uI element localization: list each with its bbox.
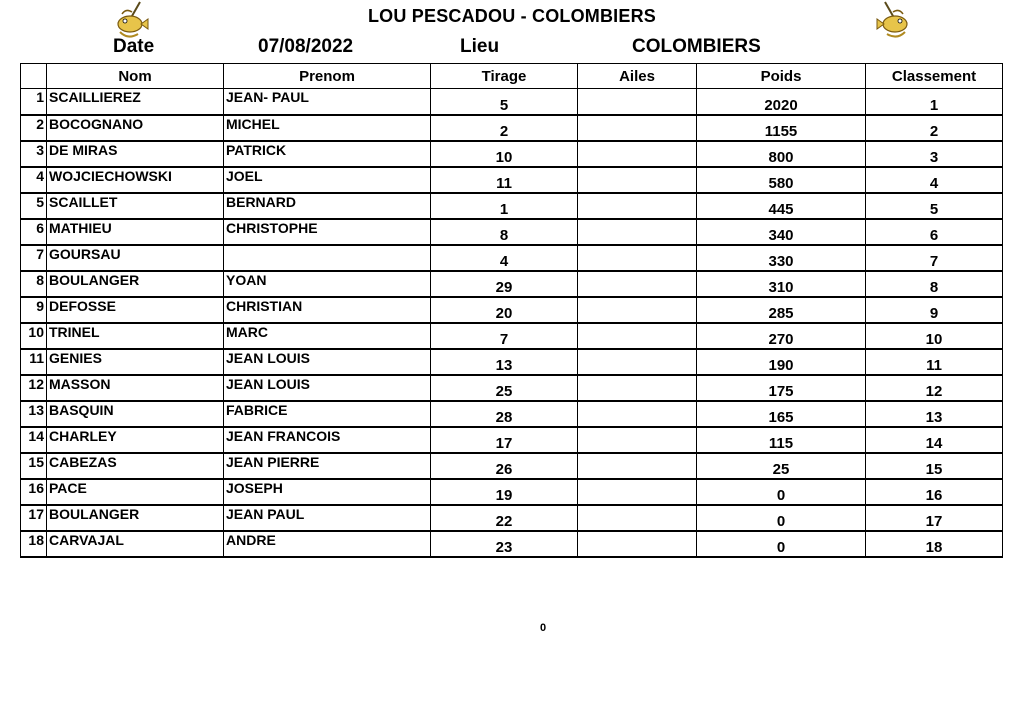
table-row <box>21 427 1003 453</box>
cell-poids: 270 <box>697 323 866 349</box>
cell-num: 12 <box>21 375 47 401</box>
cell-classement: 5 <box>866 193 1003 219</box>
cell-num: 14 <box>21 427 47 453</box>
table-row <box>21 375 1003 401</box>
cell-classement: 16 <box>866 479 1003 505</box>
cell-classement: 11 <box>866 349 1003 375</box>
cell-num: 6 <box>21 219 47 245</box>
cell-classement: 12 <box>866 375 1003 401</box>
cell-tirage: 29 <box>431 271 578 297</box>
cell-tirage: 19 <box>431 479 578 505</box>
date-label: Date <box>113 36 155 57</box>
table-row <box>21 323 1003 349</box>
cell-prenom: MICHEL <box>224 115 431 141</box>
cell-nom: DEFOSSE <box>47 297 224 323</box>
cell-poids: 340 <box>697 219 866 245</box>
cell-poids: 285 <box>697 297 866 323</box>
cell-classement: 2 <box>866 115 1003 141</box>
cell-nom: BASQUIN <box>47 401 224 427</box>
table-row <box>21 453 1003 479</box>
table-row <box>21 349 1003 375</box>
cell-prenom: PATRICK <box>224 141 431 167</box>
cell-ailes <box>578 323 697 349</box>
cell-nom: SCAILLET <box>47 193 224 219</box>
cell-num: 18 <box>21 531 47 557</box>
cell-prenom: JEAN FRANCOIS <box>224 427 431 453</box>
cell-ailes <box>578 453 697 479</box>
cell-prenom: MARC <box>224 323 431 349</box>
cell-classement: 14 <box>866 427 1003 453</box>
cell-nom: MATHIEU <box>47 219 224 245</box>
cell-ailes <box>578 349 697 375</box>
cell-nom: BOCOGNANO <box>47 115 224 141</box>
cell-prenom: JEAN- PAUL <box>224 89 431 115</box>
table-row <box>21 245 1003 271</box>
column-header-index <box>21 64 47 89</box>
cell-ailes <box>578 245 697 271</box>
cell-prenom: JEAN LOUIS <box>224 349 431 375</box>
cell-tirage: 20 <box>431 297 578 323</box>
cell-tirage: 11 <box>431 167 578 193</box>
cell-nom: MASSON <box>47 375 224 401</box>
cell-poids: 25 <box>697 453 866 479</box>
cell-num: 3 <box>21 141 47 167</box>
cell-prenom: YOAN <box>224 271 431 297</box>
cell-num: 10 <box>21 323 47 349</box>
cell-classement: 6 <box>866 219 1003 245</box>
cell-tirage: 26 <box>431 453 578 479</box>
cell-poids: 330 <box>697 245 866 271</box>
cell-prenom: CHRISTIAN <box>224 297 431 323</box>
cell-nom: CHARLEY <box>47 427 224 453</box>
cell-ailes <box>578 193 697 219</box>
cell-poids: 190 <box>697 349 866 375</box>
cell-num: 15 <box>21 453 47 479</box>
cell-num: 8 <box>21 271 47 297</box>
cell-tirage: 7 <box>431 323 578 349</box>
lieu-value: COLOMBIERS <box>632 36 761 57</box>
cell-tirage: 13 <box>431 349 578 375</box>
cell-classement: 13 <box>866 401 1003 427</box>
cell-nom: GOURSAU <box>47 245 224 271</box>
cell-nom: SCAILLIEREZ <box>47 89 224 115</box>
cell-tirage: 10 <box>431 141 578 167</box>
table-row <box>21 297 1003 323</box>
cell-poids: 580 <box>697 167 866 193</box>
cell-classement: 8 <box>866 271 1003 297</box>
cell-poids: 115 <box>697 427 866 453</box>
cell-ailes <box>578 479 697 505</box>
cell-num: 4 <box>21 167 47 193</box>
cell-poids: 310 <box>697 271 866 297</box>
cell-ailes <box>578 115 697 141</box>
table-header-row <box>21 64 1003 89</box>
cell-tirage: 1 <box>431 193 578 219</box>
cell-poids: 0 <box>697 505 866 531</box>
cell-poids: 445 <box>697 193 866 219</box>
table-row <box>21 479 1003 505</box>
table-row <box>21 401 1003 427</box>
cell-classement: 4 <box>866 167 1003 193</box>
table-row <box>21 505 1003 531</box>
column-header-poids: Poids <box>697 64 866 89</box>
cell-classement: 3 <box>866 141 1003 167</box>
cell-nom: PACE <box>47 479 224 505</box>
cell-prenom: JEAN PIERRE <box>224 453 431 479</box>
table-row <box>21 141 1003 167</box>
cell-classement: 1 <box>866 89 1003 115</box>
cell-num: 5 <box>21 193 47 219</box>
date-value: 07/08/2022 <box>258 36 354 57</box>
cell-tirage: 5 <box>431 89 578 115</box>
cell-nom: GENIES <box>47 349 224 375</box>
cell-prenom: FABRICE <box>224 401 431 427</box>
cell-nom: BOULANGER <box>47 271 224 297</box>
cell-nom: DE MIRAS <box>47 141 224 167</box>
column-header-prenom: Prenom <box>224 64 431 89</box>
cell-ailes <box>578 141 697 167</box>
page-footer-value: 0 <box>540 622 547 634</box>
cell-tirage: 8 <box>431 219 578 245</box>
cell-nom: BOULANGER <box>47 505 224 531</box>
cell-num: 16 <box>21 479 47 505</box>
cell-prenom: JEAN LOUIS <box>224 375 431 401</box>
table-row <box>21 89 1003 115</box>
table-row <box>21 219 1003 245</box>
cell-nom: CARVAJAL <box>47 531 224 557</box>
cell-tirage: 22 <box>431 505 578 531</box>
cell-ailes <box>578 401 697 427</box>
cell-prenom <box>224 245 431 271</box>
column-header-classement: Classement <box>866 64 1003 89</box>
cell-num: 2 <box>21 115 47 141</box>
cell-tirage: 2 <box>431 115 578 141</box>
cell-ailes <box>578 219 697 245</box>
cell-ailes <box>578 89 697 115</box>
cell-ailes <box>578 427 697 453</box>
cell-ailes <box>578 297 697 323</box>
cell-ailes <box>578 167 697 193</box>
results-table <box>20 63 1003 558</box>
cell-tirage: 25 <box>431 375 578 401</box>
cell-classement: 9 <box>866 297 1003 323</box>
cell-ailes <box>578 271 697 297</box>
table-row <box>21 193 1003 219</box>
lieu-label: Lieu <box>460 36 500 57</box>
cell-tirage: 28 <box>431 401 578 427</box>
cell-num: 9 <box>21 297 47 323</box>
cell-prenom: ANDRE <box>224 531 431 557</box>
cell-classement: 7 <box>866 245 1003 271</box>
cell-poids: 2020 <box>697 89 866 115</box>
cell-num: 1 <box>21 89 47 115</box>
column-header-ailes: Ailes <box>578 64 697 89</box>
cell-poids: 0 <box>697 479 866 505</box>
cell-prenom: JOEL <box>224 167 431 193</box>
table-row <box>21 271 1003 297</box>
cell-classement: 17 <box>866 505 1003 531</box>
cell-tirage: 4 <box>431 245 578 271</box>
cell-num: 13 <box>21 401 47 427</box>
cell-ailes <box>578 505 697 531</box>
cell-ailes <box>578 531 697 557</box>
cell-tirage: 23 <box>431 531 578 557</box>
cell-poids: 175 <box>697 375 866 401</box>
cell-poids: 165 <box>697 401 866 427</box>
column-header-nom: Nom <box>47 64 224 89</box>
cell-poids: 1155 <box>697 115 866 141</box>
cell-nom: WOJCIECHOWSKI <box>47 167 224 193</box>
cell-nom: TRINEL <box>47 323 224 349</box>
cell-num: 17 <box>21 505 47 531</box>
column-header-tirage: Tirage <box>431 64 578 89</box>
cell-poids: 0 <box>697 531 866 557</box>
cell-num: 11 <box>21 349 47 375</box>
cell-prenom: JOSEPH <box>224 479 431 505</box>
cell-poids: 800 <box>697 141 866 167</box>
cell-classement: 15 <box>866 453 1003 479</box>
cell-tirage: 17 <box>431 427 578 453</box>
cell-prenom: JEAN PAUL <box>224 505 431 531</box>
table-row <box>21 115 1003 141</box>
cell-prenom: BERNARD <box>224 193 431 219</box>
cell-nom: CABEZAS <box>47 453 224 479</box>
table-row <box>21 167 1003 193</box>
page-title: LOU PESCADOU - COLOMBIERS <box>367 6 656 26</box>
cell-classement: 18 <box>866 531 1003 557</box>
table-row <box>21 531 1003 557</box>
cell-prenom: CHRISTOPHE <box>224 219 431 245</box>
cell-classement: 10 <box>866 323 1003 349</box>
cell-num: 7 <box>21 245 47 271</box>
cell-ailes <box>578 375 697 401</box>
